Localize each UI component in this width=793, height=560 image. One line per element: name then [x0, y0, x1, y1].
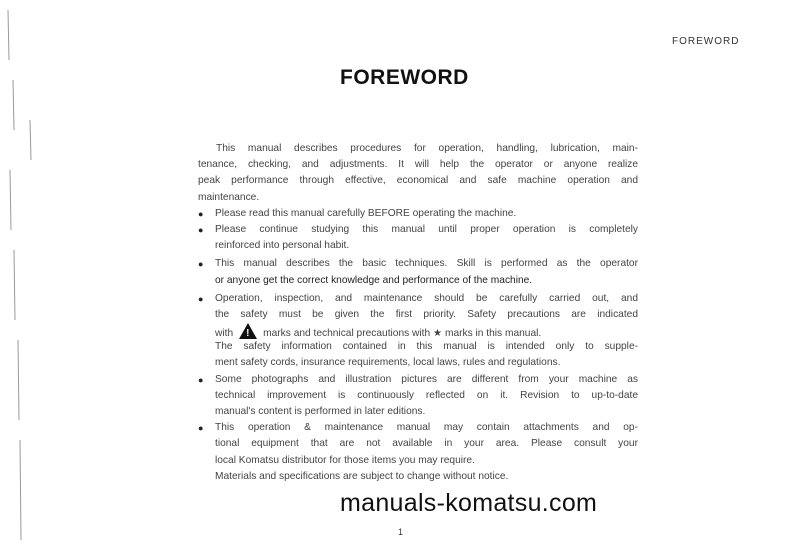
bullet-icon: ● [198, 293, 204, 304]
warning-triangle-icon: ! [239, 323, 257, 339]
with-text: with [215, 328, 234, 340]
bullet-item [198, 372, 638, 388]
bullet-text: Please read this manual carefully BEFORE operating the machine. [215, 207, 517, 219]
after-icon-text: marks and technical precautions with ★ marks in this manual. [263, 328, 542, 340]
bullet-text: This operation & maintenance manual may contain attachments and op- [215, 422, 638, 434]
foreword-body [198, 141, 638, 485]
bullet-text: or anyone get the correct knowledge and performance of the machine. [215, 274, 533, 286]
bullet-text: This manual describes the basic techniques. Skill is performed as the operator [215, 258, 638, 270]
page-title: FOREWORD [340, 66, 469, 89]
bullet-text: Please continue studying this manual until proper operation is completely [215, 223, 638, 235]
bullet-text: The safety information contained in this manual is intended only to supple- [215, 341, 638, 353]
page-number: 1 [398, 527, 404, 537]
intro-line: tenance, checking, and adjustments. It will help the operator or anyone realize [198, 159, 638, 171]
bullet-text: Some photographs and illustration pictures are different from your machine as [215, 373, 638, 385]
bullet-text: reinforced into personal habit. [215, 240, 350, 252]
bullet-text-with-icon [198, 323, 638, 339]
scan-edge-marks [0, 0, 40, 560]
bullet-text: the safety must be given the first priority. Safety precautions are indicated [215, 308, 638, 320]
bullet-icon: ● [198, 208, 204, 219]
bullet-item [198, 222, 638, 238]
intro-line: peak performance through effective, economical and safe machine operation and [198, 175, 638, 187]
bullet-icon: ● [198, 259, 204, 270]
bullet-text: local Komatsu distributor for those items you may require. [215, 454, 475, 466]
bullet-item [198, 291, 638, 307]
bullet-item [198, 420, 638, 436]
watermark: manuals-komatsu.com [340, 489, 598, 517]
bullet-text: Operation, inspection, and maintenance should be carefully carried out, and [215, 292, 638, 304]
bullet-item [198, 256, 638, 272]
intro-line: maintenance. [198, 191, 260, 203]
bullet-text: tional equipment that are not available in your area. Please consult your [215, 438, 638, 450]
bullet-text: manual's content is performed in later editions. [215, 406, 426, 417]
bullet-icon: ● [198, 423, 204, 434]
running-header: FOREWORD [672, 36, 740, 47]
bullet-icon: ● [198, 224, 204, 235]
intro-line: This manual describes procedures for operation, handling, lubrication, main- [216, 143, 638, 154]
bullet-text: technical improvement is continuously reflected on it. Revision to up-to-date [215, 389, 638, 401]
bullet-text: ment safety cords, insurance requirements, local laws, rules and regulations. [215, 357, 561, 369]
closing-note: Materials and specifications are subject to change without notice. [215, 470, 509, 482]
bullet-item [198, 206, 638, 222]
bullet-icon: ● [198, 374, 204, 385]
